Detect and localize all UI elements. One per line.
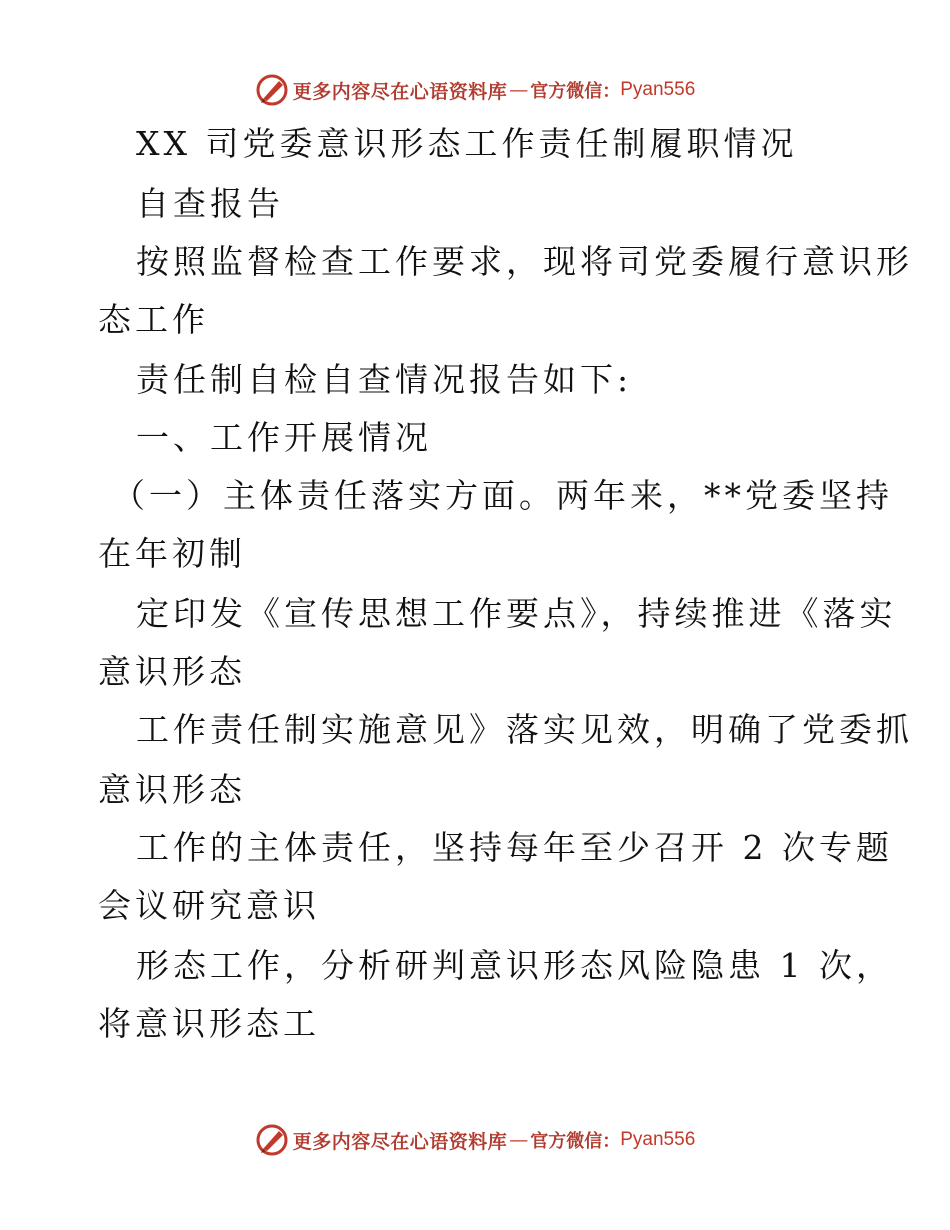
paragraph-line: 责任制自检自查情况报告如下: bbox=[136, 360, 633, 399]
paragraph-line: 态工作 bbox=[98, 300, 209, 339]
footer-banner bbox=[0, 1120, 950, 1160]
paragraph-line: 工作的主体责任，坚持每年至少召开 2 次专题 bbox=[136, 828, 893, 867]
paragraph-line: （一）主体责任落实方面。两年来，**党委坚持 bbox=[112, 476, 893, 515]
doc-title-line: XX 司党委意识形态工作责任制履职情况 bbox=[136, 124, 798, 163]
paragraph-line: 按照监督检查工作要求，现将司党委履行意识形 bbox=[136, 242, 913, 281]
banner-text: 更多内容尽在心语资料库 bbox=[292, 80, 508, 103]
paragraph-line: 工作责任制实施意见》落实见效，明确了党委抓 bbox=[136, 710, 913, 749]
banner-wechat-label: 官方微信： bbox=[530, 1131, 621, 1152]
section-heading: 一、工作开展情况 bbox=[136, 418, 432, 457]
pen-logo-icon bbox=[255, 1123, 289, 1157]
banner-dash: — bbox=[509, 1129, 529, 1151]
paragraph-line: 将意识形态工 bbox=[98, 1004, 320, 1043]
banner-wechat-id: Pyan556 bbox=[620, 1129, 696, 1150]
banner-wechat-label: 官方微信： bbox=[530, 81, 621, 102]
banner-wechat-id: Pyan556 bbox=[620, 79, 696, 100]
banner-dash: — bbox=[509, 79, 529, 101]
header-banner bbox=[0, 70, 950, 110]
paragraph-line: 定印发《宣传思想工作要点》，持续推进《落实 bbox=[136, 594, 897, 633]
banner-text: 更多内容尽在心语资料库 bbox=[292, 1130, 508, 1153]
pen-logo-icon bbox=[255, 73, 289, 107]
paragraph-line: 会议研究意识 bbox=[98, 886, 320, 925]
doc-subtitle-line: 自查报告 bbox=[136, 184, 284, 223]
paragraph-line: 意识形态 bbox=[98, 770, 246, 809]
paragraph-line: 意识形态 bbox=[98, 652, 246, 691]
paragraph-line: 在年初制 bbox=[98, 534, 246, 573]
paragraph-line: 形态工作，分析研判意识形态风险隐患 1 次， bbox=[136, 946, 893, 985]
